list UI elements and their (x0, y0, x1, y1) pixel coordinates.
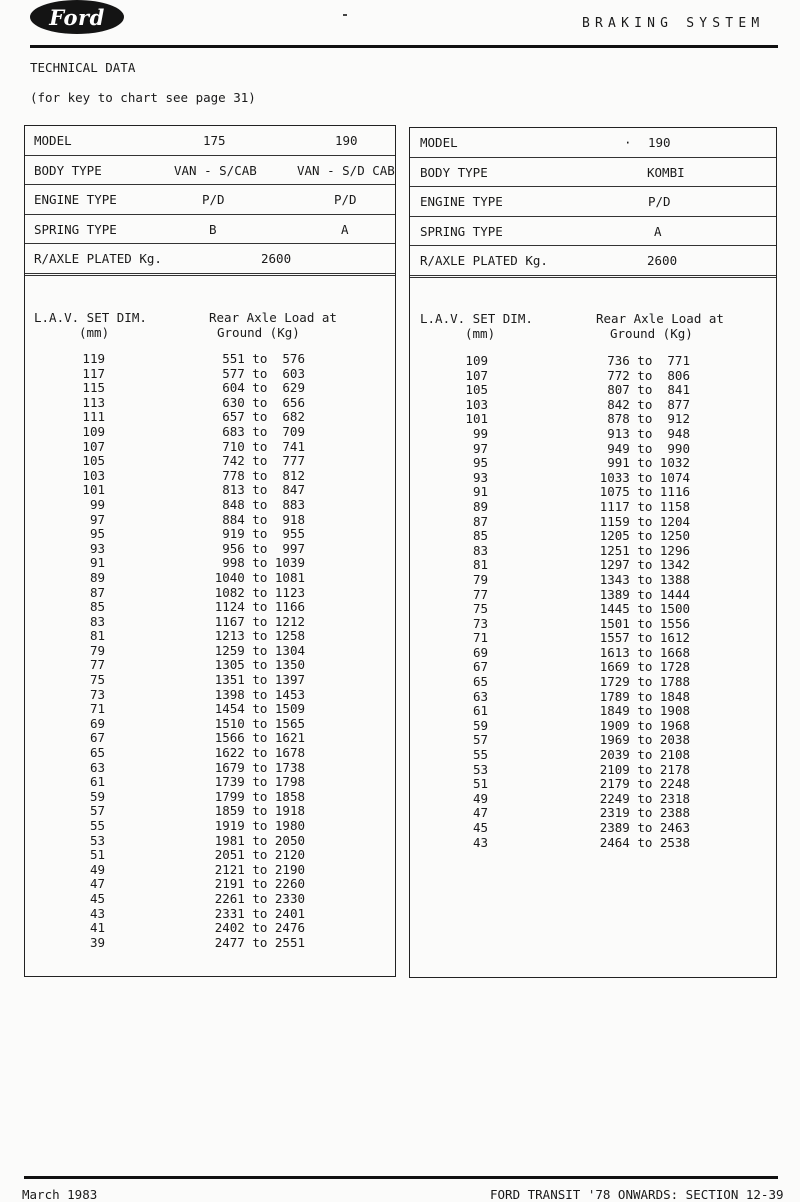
lav-dim-value: 65 (89, 745, 105, 761)
axle-load-range: 1501 to 1556 (599, 615, 690, 631)
axle-load-range: 1919 to 1980 (214, 818, 305, 833)
lav-dim-value: 101 (82, 482, 105, 498)
axle-load-range: 1613 to 1668 (599, 644, 690, 660)
spec-row-body-type (25, 156, 395, 186)
lav-dim-value: 59 (472, 717, 488, 733)
axle-load-range: 956 to 997 (222, 540, 305, 556)
axle-load-range: 683 to 709 (222, 423, 305, 439)
left-data-panel (24, 125, 396, 977)
spec-value: B (209, 221, 217, 237)
scan-dot: · (624, 135, 632, 150)
load-column-header: Rear Axle Load at Ground (Kg) (596, 311, 724, 341)
lav-dim-value: 105 (82, 453, 105, 469)
axle-load-range: 1454 to 1509 (214, 701, 305, 717)
axle-load-range: 991 to 1032 (607, 455, 690, 471)
axle-load-range: 1389 to 1444 (599, 586, 690, 602)
axle-load-range: 630 to 656 (222, 394, 305, 410)
spec-row-engine-type (410, 187, 776, 217)
axle-load-range: 1557 to 1612 (599, 630, 690, 646)
axle-load-range: 736 to 771 (607, 353, 690, 368)
lav-dim-value: 81 (472, 557, 488, 573)
footer-rule (24, 1176, 778, 1179)
axle-load-range: 1040 to 1081 (214, 569, 305, 585)
lav-dim-value: 91 (89, 555, 105, 571)
spec-label: ENGINE TYPE (34, 192, 117, 207)
lav-dim-value: 91 (472, 484, 488, 500)
axle-load-range: 2039 to 2108 (599, 747, 690, 763)
spec-separator (25, 274, 395, 276)
spec-value: 190 (648, 135, 671, 150)
axle-load-range: 1799 to 1858 (214, 788, 305, 804)
lav-dim-value: 99 (472, 425, 488, 441)
axle-load-range: 2464 to 2538 (599, 834, 690, 850)
lav-dim-value: 67 (89, 730, 105, 746)
lav-dim-value: 61 (89, 774, 105, 790)
right-data-panel (409, 127, 777, 978)
axle-load-range: 919 to 955 (222, 526, 305, 542)
lav-dim-value: 39 (89, 934, 105, 950)
lav-dim-value: 53 (472, 761, 488, 777)
lav-dim-value: 69 (89, 715, 105, 731)
ford-logo (30, 0, 124, 34)
spec-row-model (410, 128, 776, 158)
lav-dim-value: 79 (472, 571, 488, 587)
axle-load-range: 2249 to 2318 (599, 790, 690, 806)
axle-load-range: 1124 to 1166 (214, 599, 305, 615)
axle-load-range: 1566 to 1621 (214, 730, 305, 746)
axle-load-range: 1033 to 1074 (599, 469, 690, 485)
load-column-header: Rear Axle Load at Ground (Kg) (209, 310, 337, 340)
axle-load-range: 1159 to 1204 (599, 513, 690, 529)
lav-dim-value: 43 (89, 905, 105, 921)
axle-load-range: 2319 to 2388 (599, 805, 690, 821)
axle-load-range: 1259 to 1304 (214, 642, 305, 658)
lav-dim-value: 67 (472, 659, 488, 675)
axle-load-range: 2389 to 2463 (599, 820, 690, 835)
lav-dim-value: 53 (89, 832, 105, 848)
spec-value: 2600 (261, 251, 292, 266)
spec-label: BODY TYPE (420, 164, 488, 180)
header-rule (30, 45, 778, 48)
lav-dim-value: 79 (89, 642, 105, 658)
chart-key-note: (for key to chart see page 31) (30, 90, 256, 105)
axle-load-range: 1167 to 1212 (214, 613, 305, 629)
axle-load-range: 577 to 603 (222, 365, 305, 381)
lav-dim-value: 103 (465, 396, 488, 412)
dim-column-header: L.A.V. SET DIM. (mm) (420, 311, 533, 341)
lav-dim-value: 71 (472, 630, 488, 646)
lav-dim-value: 99 (89, 496, 105, 512)
axle-load-range: 604 to 629 (222, 380, 305, 396)
axle-load-range: 1789 to 1848 (599, 688, 690, 704)
axle-load-range: 2261 to 2330 (214, 890, 305, 906)
axle-load-range: 1969 to 2038 (599, 732, 690, 748)
lav-dim-value: 59 (89, 788, 105, 804)
axle-load-range: 842 to 877 (607, 396, 690, 412)
lav-dim-value: 41 (89, 920, 105, 936)
axle-load-range: 1398 to 1453 (214, 686, 305, 702)
lav-dim-value: 55 (89, 818, 105, 833)
axle-load-range: 1510 to 1565 (214, 715, 305, 731)
spec-value: A (654, 223, 662, 239)
spec-row-axle-plated (25, 244, 395, 274)
axle-load-range: 1343 to 1388 (599, 571, 690, 587)
lav-dim-value: 119 (82, 351, 105, 366)
load-values-column (195, 352, 305, 950)
dim-column-header: L.A.V. SET DIM. (mm) (34, 310, 147, 340)
lav-dim-value: 77 (472, 586, 488, 602)
spec-value: A (341, 221, 349, 237)
lav-dim-value: 85 (472, 528, 488, 544)
axle-load-range: 807 to 841 (607, 382, 690, 398)
lav-dim-value: 93 (472, 469, 488, 485)
axle-load-range: 2051 to 2120 (214, 847, 305, 863)
lav-dim-value: 73 (472, 615, 488, 631)
axle-load-range: 1729 to 1788 (599, 674, 690, 690)
lav-dim-value: 57 (89, 803, 105, 819)
axle-load-range: 848 to 883 (222, 496, 305, 512)
spec-row-spring-type (25, 215, 395, 245)
spec-row-model (25, 126, 395, 156)
spec-label: SPRING TYPE (420, 223, 503, 239)
lav-dim-value: 65 (472, 674, 488, 690)
lav-dim-value: 71 (89, 701, 105, 717)
lav-dim-value: 97 (472, 440, 488, 456)
axle-load-range: 2121 to 2190 (214, 861, 305, 877)
lav-dim-value: 89 (89, 569, 105, 585)
spec-value: 175 (203, 133, 226, 148)
lav-dim-value: 77 (89, 657, 105, 673)
lav-dim-value: 75 (89, 672, 105, 688)
axle-load-range: 1351 to 1397 (214, 672, 305, 688)
dim-values-column (448, 354, 488, 850)
spec-label: BODY TYPE (34, 162, 102, 178)
spec-value: P/D (202, 192, 225, 207)
axle-load-range: 998 to 1039 (222, 555, 305, 571)
axle-load-range: 1849 to 1908 (599, 703, 690, 719)
scan-mark (343, 14, 347, 16)
lav-dim-value: 49 (472, 790, 488, 806)
lav-dim-value: 47 (472, 805, 488, 821)
lav-dim-value: 81 (89, 628, 105, 644)
lav-dim-value: 109 (82, 423, 105, 439)
dim-values-column (65, 352, 105, 950)
axle-load-range: 551 to 576 (222, 351, 305, 366)
spec-value: 190 (335, 133, 358, 148)
spec-row-engine-type (25, 185, 395, 215)
lav-dim-value: 93 (89, 540, 105, 556)
axle-load-range: 2109 to 2178 (599, 761, 690, 777)
lav-dim-value: 63 (472, 688, 488, 704)
lav-dim-value: 89 (472, 498, 488, 514)
axle-load-range: 1213 to 1258 (214, 628, 305, 644)
axle-load-range: 1082 to 1123 (214, 584, 305, 600)
axle-load-range: 913 to 948 (607, 425, 690, 441)
axle-load-range: 1679 to 1738 (214, 759, 305, 775)
spec-label: R/AXLE PLATED Kg. (420, 253, 548, 268)
spec-value: P/D (334, 192, 357, 207)
lav-dim-value: 45 (472, 820, 488, 835)
lav-dim-value: 63 (89, 759, 105, 775)
spec-value: P/D (648, 194, 671, 209)
lav-dim-value: 101 (465, 411, 488, 427)
lav-dim-value: 61 (472, 703, 488, 719)
axle-load-range: 813 to 847 (222, 482, 305, 498)
axle-load-range: 2402 to 2476 (214, 920, 305, 936)
spec-value: KOMBI (647, 164, 685, 180)
axle-load-range: 1251 to 1296 (599, 542, 690, 558)
lav-dim-value: 83 (89, 613, 105, 629)
axle-load-range: 1297 to 1342 (599, 557, 690, 573)
lav-dim-value: 87 (472, 513, 488, 529)
axle-load-range: 1981 to 2050 (214, 832, 305, 848)
axle-load-range: 878 to 912 (607, 411, 690, 427)
lav-dim-value: 111 (82, 409, 105, 425)
lav-dim-value: 113 (82, 394, 105, 410)
axle-load-range: 2191 to 2260 (214, 876, 305, 892)
spec-label: SPRING TYPE (34, 221, 117, 237)
lav-dim-value: 95 (89, 526, 105, 542)
lav-dim-value: 43 (472, 834, 488, 850)
axle-load-range: 1909 to 1968 (599, 717, 690, 733)
axle-load-range: 1669 to 1728 (599, 659, 690, 675)
lav-dim-value: 83 (472, 542, 488, 558)
lav-dim-value: 45 (89, 890, 105, 906)
axle-load-range: 1305 to 1350 (214, 657, 305, 673)
spec-label: MODEL (420, 135, 458, 150)
spec-value: VAN - S/D CAB (297, 162, 395, 178)
lav-dim-value: 87 (89, 584, 105, 600)
axle-load-range: 2331 to 2401 (214, 905, 305, 921)
lav-dim-value: 47 (89, 876, 105, 892)
axle-load-range: 1739 to 1798 (214, 774, 305, 790)
lav-dim-value: 55 (472, 747, 488, 763)
spec-separator (410, 276, 776, 278)
lav-dim-value: 75 (472, 601, 488, 617)
spec-label: R/AXLE PLATED Kg. (34, 251, 162, 266)
axle-load-range: 2477 to 2551 (214, 934, 305, 950)
axle-load-range: 742 to 777 (222, 453, 305, 469)
axle-load-range: 2179 to 2248 (599, 776, 690, 792)
footer-date: March 1983 (22, 1187, 98, 1202)
spec-value: 2600 (647, 253, 678, 268)
page-header-title: BRAKING SYSTEM (582, 16, 765, 31)
lav-dim-value: 85 (89, 599, 105, 615)
spec-row-body-type (410, 158, 776, 188)
footer-reference: FORD TRANSIT '78 ONWARDS: SECTION 12-39 (490, 1187, 784, 1202)
lav-dim-value: 105 (465, 382, 488, 398)
axle-load-range: 1117 to 1158 (599, 498, 690, 514)
axle-load-range: 1205 to 1250 (599, 528, 690, 544)
axle-load-range: 1859 to 1918 (214, 803, 305, 819)
logo-text: Ford (49, 4, 105, 30)
lav-dim-value: 69 (472, 644, 488, 660)
axle-load-range: 710 to 741 (222, 438, 305, 454)
lav-dim-value: 107 (82, 438, 105, 454)
lav-dim-value: 49 (89, 861, 105, 877)
section-title: TECHNICAL DATA (30, 60, 136, 75)
lav-dim-value: 51 (472, 776, 488, 792)
lav-dim-value: 73 (89, 686, 105, 702)
spec-value: VAN - S/CAB (174, 162, 257, 178)
lav-dim-value: 57 (472, 732, 488, 748)
lav-dim-value: 107 (465, 367, 488, 383)
lav-dim-value: 109 (465, 353, 488, 368)
spec-row-axle-plated (410, 246, 776, 276)
spec-row-spring-type (410, 217, 776, 247)
axle-load-range: 1622 to 1678 (214, 745, 305, 761)
axle-load-range: 949 to 990 (607, 440, 690, 456)
lav-dim-value: 51 (89, 847, 105, 863)
axle-load-range: 778 to 812 (222, 467, 305, 483)
load-values-column (580, 354, 690, 850)
axle-load-range: 772 to 806 (607, 367, 690, 383)
lav-dim-value: 103 (82, 467, 105, 483)
axle-load-range: 1445 to 1500 (599, 601, 690, 617)
lav-dim-value: 97 (89, 511, 105, 527)
lav-dim-value: 117 (82, 365, 105, 381)
axle-load-range: 884 to 918 (222, 511, 305, 527)
axle-load-range: 1075 to 1116 (599, 484, 690, 500)
spec-label: ENGINE TYPE (420, 194, 503, 209)
lav-dim-value: 115 (82, 380, 105, 396)
spec-label: MODEL (34, 133, 72, 148)
axle-load-range: 657 to 682 (222, 409, 305, 425)
lav-dim-value: 95 (472, 455, 488, 471)
